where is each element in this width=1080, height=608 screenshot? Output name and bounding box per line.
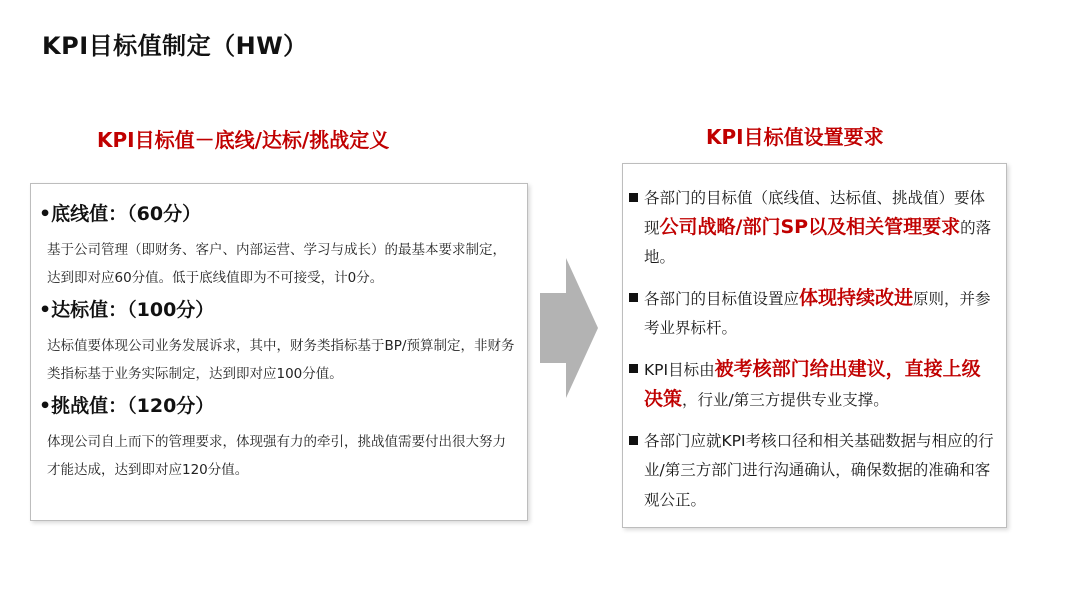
- challenge-heading: •挑战值：（120分）: [39, 395, 215, 417]
- baseline-heading: •底线值：（60分）: [39, 203, 202, 225]
- target-heading: •达标值：（100分）: [39, 299, 215, 321]
- requirement-item: [629, 184, 996, 272]
- square-bullet-icon: [629, 193, 640, 202]
- challenge-description: 体现公司自上而下的管理要求，体现强有力的牵引，挑战值需要付出很大努力才能达成，达到即对应120分值。: [47, 434, 506, 478]
- requirement-text-end: 的落地。: [644, 219, 992, 266]
- target-description: 达标值要体现公司业务发展诉求，其中，财务类指标基于BP/预算制定，非财务类指标基于业务实际制定，达到即对应100分值。: [47, 338, 515, 382]
- requirement-item: [629, 427, 996, 515]
- requirement-highlight: 体现持续改进: [799, 287, 914, 309]
- square-bullet-icon: [629, 436, 640, 445]
- requirement-text: 各部门应就KPI考核口径和相关基础数据与相应的行业/第三方部门进行沟通确认，确保数据的准确和客观公正。: [644, 432, 994, 509]
- requirement-text: KPI目标由: [644, 361, 715, 379]
- requirements-box: [622, 163, 1007, 528]
- target-item: [39, 296, 519, 388]
- square-bullet-icon: [629, 364, 640, 373]
- requirement-item: [629, 284, 996, 343]
- requirement-text: 各部门的目标值（底线值、达标值、挑战值）要体现: [644, 189, 986, 237]
- right-section-title: KPI目标值设置要求: [706, 125, 884, 149]
- slide-title: KPI目标值制定（HW）: [42, 32, 308, 60]
- requirement-text-end: ，行业/第三方提供专业支撑。: [682, 391, 889, 409]
- baseline-item: [39, 200, 519, 292]
- left-section-title: KPI目标值－底线/达标/挑战定义: [97, 128, 390, 152]
- requirement-highlight: 被考核部门给出建议，直接上级决策: [644, 358, 981, 410]
- right-chevron-arrow-icon: [540, 258, 598, 398]
- requirement-text-end: 原则，并参考业界标杆。: [644, 290, 991, 337]
- requirement-item: [629, 355, 996, 415]
- requirement-highlight: 公司战略/部门SP以及相关管理要求: [659, 216, 961, 238]
- baseline-description: 基于公司管理（即财务、客户、内部运营、学习与成长）的最基本要求制定，达到即对应60分值。低于底线值即为不可接受，计0分。: [47, 242, 506, 286]
- square-bullet-icon: [629, 293, 640, 302]
- definition-box: [30, 183, 528, 521]
- requirement-text: 各部门的目标值设置应: [644, 290, 800, 308]
- challenge-item: [39, 392, 519, 484]
